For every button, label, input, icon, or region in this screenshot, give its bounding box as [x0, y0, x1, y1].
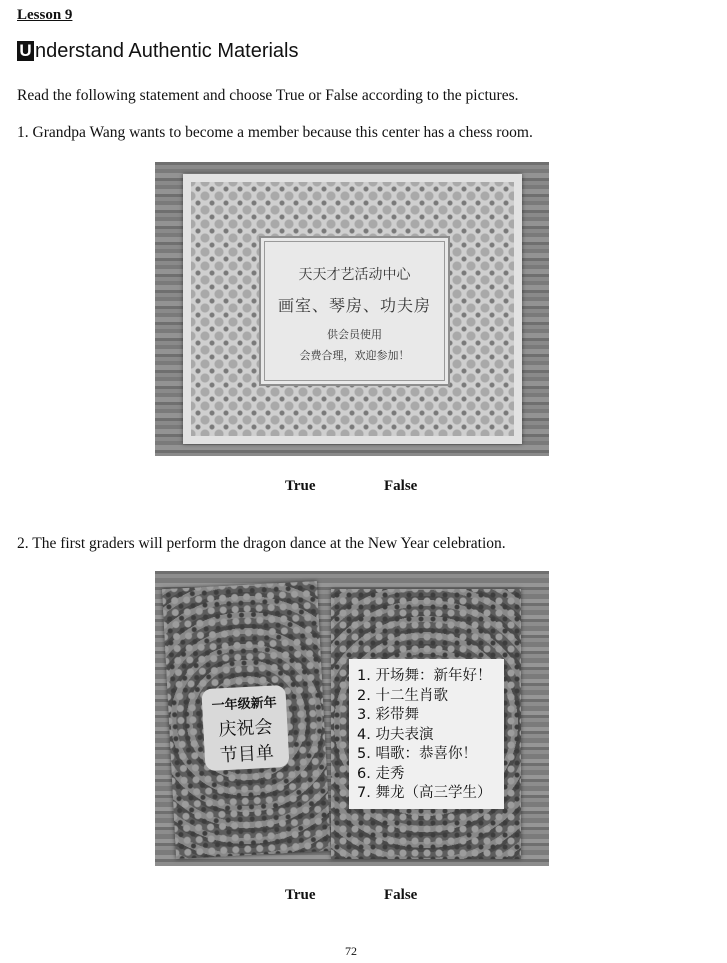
q2-true-option[interactable]: True — [285, 887, 316, 903]
instruction-text: Read the following statement and choose True or False according to the pictures. — [17, 87, 519, 104]
sign-notice — [259, 236, 450, 386]
cover-line-2: 庆祝会 — [217, 716, 273, 741]
sign-line-4: 会费合理，欢迎参加！ — [299, 349, 410, 362]
booklet-cover — [162, 581, 331, 859]
section-heading — [17, 41, 299, 61]
program-item: 5. 唱歌：恭喜你！ — [357, 746, 477, 762]
cover-line-1: 一年级新年 — [211, 695, 278, 714]
sign-line-2: 画室、琴房、功夫房 — [277, 296, 431, 315]
program-item: 4. 功夫表演 — [357, 726, 434, 743]
cover-title — [201, 685, 289, 771]
sign-card — [183, 174, 522, 444]
lesson-label: Lesson 9 — [17, 7, 73, 23]
question-1-text: 1. Grandpa Wang wants to become a member because this center has a chess room. — [17, 124, 533, 141]
sign-line-3: 供会员使用 — [327, 328, 382, 341]
program-item: 7. 舞龙（高三学生） — [357, 785, 492, 801]
cover-line-3: 节目单 — [219, 742, 275, 767]
program-item: 2. 十二生肖歌 — [357, 687, 448, 704]
activity-center-sign-picture — [155, 162, 549, 456]
q1-true-option[interactable]: True — [285, 478, 316, 494]
question-2-text: 2. The first graders will perform the dragon dance at the New Year celebration. — [17, 535, 506, 552]
q1-false-option[interactable]: False — [384, 478, 418, 494]
booklet-inner-page — [331, 589, 521, 859]
program-booklet-picture — [155, 571, 549, 866]
program-list — [349, 659, 504, 809]
program-item: 1. 开场舞：新年好！ — [357, 668, 492, 684]
page-number: 72 — [345, 944, 357, 958]
heading-initial: U — [17, 41, 34, 61]
q2-false-option[interactable]: False — [384, 887, 418, 903]
program-item: 3. 彩带舞 — [357, 707, 419, 723]
heading-text: nderstand Authentic Materials — [35, 40, 299, 62]
program-item: 6. 走秀 — [357, 765, 405, 782]
sign-line-1: 天天才艺活动中心 — [298, 267, 411, 283]
